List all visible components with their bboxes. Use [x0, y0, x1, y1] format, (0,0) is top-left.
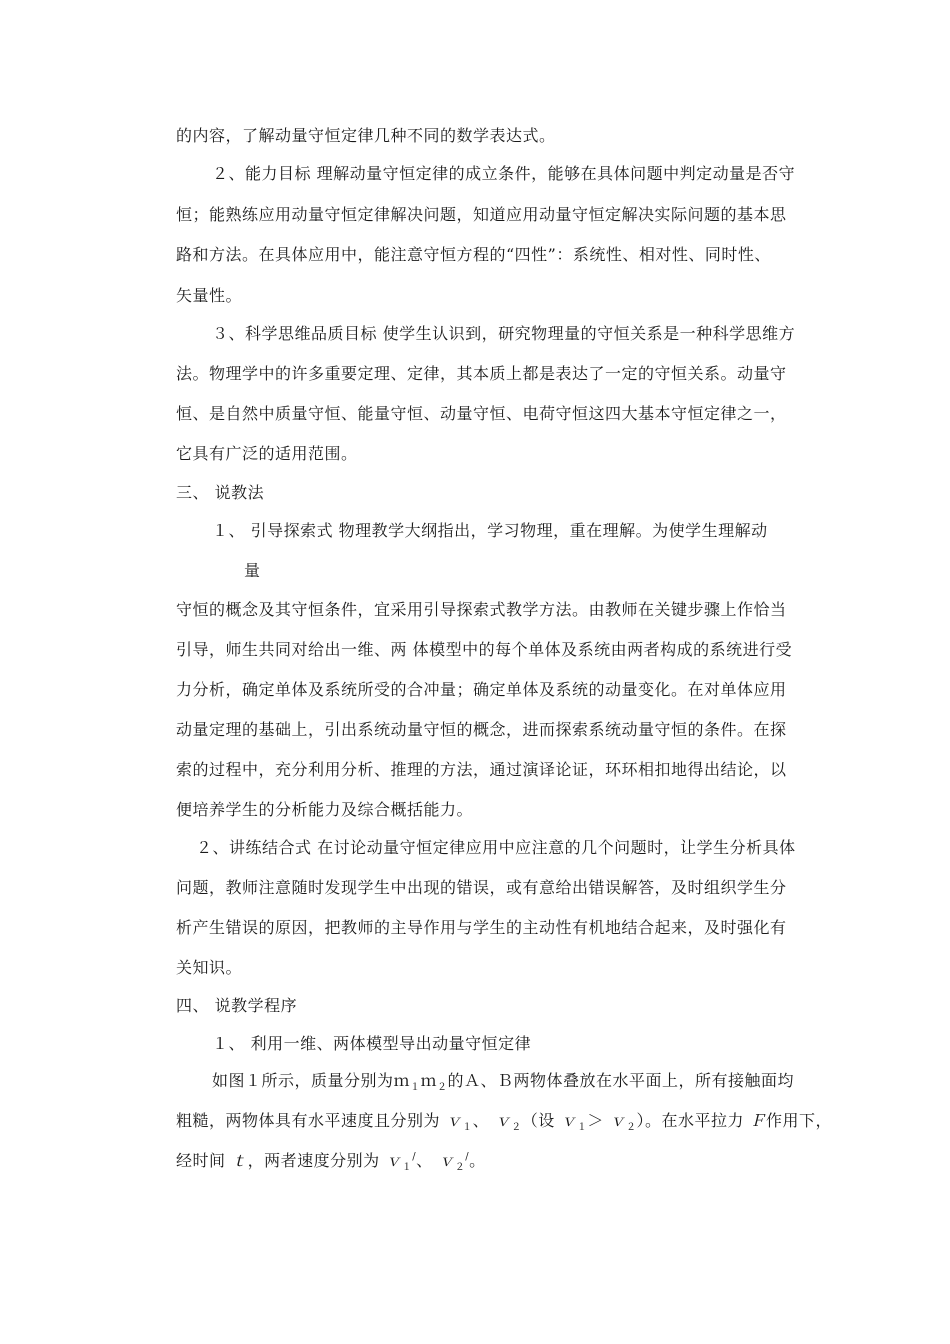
section-heading: 四、 说教学程序: [176, 996, 298, 1015]
text-line: ３、科学思维品质目标 使学生认识到，研究物理量的守恒关系是一种科学思维方: [212, 324, 796, 343]
text-line: 路和方法。在具体应用中，能注意守恒方程的“四性”：系统性、相对性、同时性、: [176, 245, 771, 264]
text-line: 析产生错误的原因，把教师的主导作用与学生的主动性有机地结合起来，及时强化有: [176, 918, 787, 937]
text-line: 量: [244, 561, 261, 580]
text-line: 恒、是自然中质量守恒、能量守恒、动量守恒、电荷守恒这四大基本守恒定律之一，: [176, 404, 787, 423]
subsection-heading: １、 利用一维、两体模型导出动量守恒定律: [212, 1034, 532, 1053]
text-line: 守恒的概念及其守恒条件，宜采用引导探索式教学方法。由教师在关键步骤上作恰当: [176, 600, 787, 619]
text-line: 恒；能熟练应用动量守恒定律解决问题，知道应用动量守恒定解决实际问题的基本思: [176, 205, 787, 224]
text-line: 的内容，了解动量守恒定律几种不同的数学表达式。: [176, 126, 556, 145]
text-line: ２、讲练结合式 在讨论动量守恒定律应用中应注意的几个问题时，让学生分析具体: [196, 838, 796, 857]
text-line: 它具有广泛的适用范围。: [176, 444, 358, 463]
text-line: ２、能力目标 理解动量守恒定律的成立条件，能够在具体问题中判定动量是否守: [212, 164, 796, 183]
text-line: 矢量性。: [176, 286, 243, 305]
text-line: １、 引导探索式 物理教学大纲指出，学习物理，重在理解。为使学生理解动: [212, 521, 768, 540]
text-line: 法。物理学中的许多重要定理、定律，其本质上都是表达了一定的守恒关系。动量守: [176, 364, 787, 383]
text-line: 便培养学生的分析能力及综合概括能力。: [176, 800, 474, 819]
text-line: 力分析，确定单体及系统所受的合冲量；确定单体及系统的动量变化。在对单体应用: [176, 680, 787, 699]
math-text-line: 经时间 ｔ，两者速度分别为 ｖ$_1$/、 ｖ$_2$/。: [176, 1151, 486, 1174]
text-line: 关知识。: [176, 958, 243, 977]
section-heading: 三、 说教法: [176, 483, 265, 502]
text-line: 引导，师生共同对给出一维、两 体模型中的每个单体及系统由两者构成的系统进行受: [176, 640, 793, 659]
text-line: 索的过程中，充分利用分析、推理的方法，通过演译论证，环环相扣地得出结论，以: [176, 760, 787, 779]
math-text-line: 如图１所示，质量分别为ｍ$_1$ｍ$_2$的Ａ、Ｂ两物体叠放在水平面上，所有接触面均: [212, 1071, 795, 1094]
math-text-line: 粗糙，两物体具有水平速度且分别为 ｖ$_1$、 ｖ$_2$（设 ｖ$_1$＞ ｖ$_2$）。在水平拉力 Ｆ作用下，: [176, 1111, 833, 1134]
text-line: 问题，教师注意随时发现学生中出现的错误，或有意给出错误解答，及时组织学生分: [176, 878, 787, 897]
text-line: 动量定理的基础上，引出系统动量守恒的概念，进而探索系统动量守恒的条件。在探: [176, 720, 787, 739]
